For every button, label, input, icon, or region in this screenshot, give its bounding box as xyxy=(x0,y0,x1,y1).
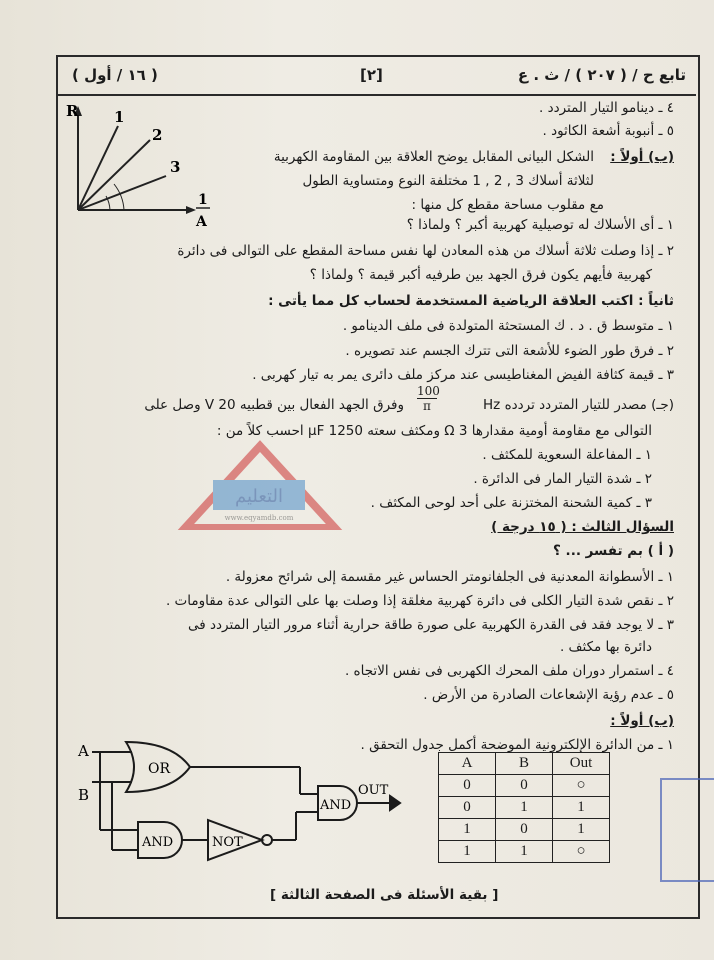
section-second: ثانياً : اكتب العلاقة الرياضية المستخدمة لحساب كل مما يأتى : xyxy=(268,293,674,309)
graph-x-label-num: 1 xyxy=(198,192,208,208)
section-a-label: ( أ ) بم تفسر ... ؟ xyxy=(553,543,674,559)
input-b-label: B xyxy=(78,786,90,804)
frequency-numerator: 100 xyxy=(417,384,440,398)
item-c5: ٣ ـ كمية الشحنة المختزنة على أحد لوحى المكثف . xyxy=(370,495,652,511)
frequency-denominator: π xyxy=(423,399,431,413)
graph-y-label: R xyxy=(66,102,79,120)
table-row xyxy=(439,775,610,797)
watermark-text: التعليم xyxy=(235,486,283,507)
table-cell: 1 xyxy=(439,819,496,841)
item-l1: ٤ ـ دينامو التيار المتردد . xyxy=(539,100,674,116)
item-s1: ١ ـ متوسط ق . د . ك المستحثة المتولدة فى ملف الدينامو . xyxy=(342,318,674,334)
table-cell: 1 xyxy=(439,841,496,863)
item-q2b: كهربية فأيهم يكون فرق الجهد بين طرفيه أكبر قيمة ؟ ولماذا ؟ xyxy=(309,267,652,283)
truth-header-b: B xyxy=(496,753,553,775)
table-cell: 0 xyxy=(439,797,496,819)
table-cell: ○ xyxy=(553,841,610,863)
table-row xyxy=(439,819,610,841)
page-header xyxy=(60,60,692,92)
input-a-label: A xyxy=(78,742,89,760)
graph-x-label-den: A xyxy=(196,214,207,230)
item-b1: الشكل البيانى المقابل يوضح العلاقة بين المقاومة الكهربية xyxy=(273,149,594,165)
item-b2: لثلاثة أسلاك 3 , 2 , 1 مختلفة النوع ومتساوية الطول xyxy=(302,173,594,189)
and-gate-1-label: AND xyxy=(142,835,174,850)
item-a4: ٤ ـ استمرار دوران ملف المحرك الكهربى فى نفس الاتجاه . xyxy=(344,663,674,679)
blue-stamp xyxy=(660,778,714,882)
logic-circuit xyxy=(72,730,412,880)
table-cell: 0 xyxy=(439,775,496,797)
item-c4: ٢ ـ شدة التيار المار فى الدائرة . xyxy=(473,471,652,487)
table-cell: ○ xyxy=(553,775,610,797)
header-divider xyxy=(56,94,696,96)
question-three-title: السؤال الثالث : ( ١٥ درجة ) xyxy=(491,519,674,535)
or-gate-label: OR xyxy=(148,761,171,777)
graph-line-2-label: 2 xyxy=(152,126,163,144)
item-a5: ٥ ـ عدم رؤية الإشعاعات الصادرة من الأرض . xyxy=(423,687,674,703)
section-bb-label: (ب) أولاً : xyxy=(610,713,674,729)
item-c1b: وفرق الجهد الفعال بين قطبيه V 20 وصل على xyxy=(144,397,404,413)
not-gate-label: NOT xyxy=(212,835,243,850)
item-l2: ٥ ـ أنبوبة أشعة الكاثود . xyxy=(542,123,674,139)
section-b-label: (ب) أولاً : xyxy=(610,149,674,165)
item-s2: ٢ ـ فرق طور الضوء للأشعة التى تترك الجسم عند تصويره . xyxy=(345,343,674,359)
item-c1: (جـ) مصدر للتيار المتردد تردده Hz xyxy=(483,397,674,413)
item-a3: ٣ ـ لا يوجد فقد فى القدرة الكهربية على صورة طاقة حرارية أثناء مرور التيار المتردد فى xyxy=(188,617,674,633)
table-cell: 1 xyxy=(553,819,610,841)
graph-line-1-label: 1 xyxy=(114,108,125,126)
table-cell: 1 xyxy=(553,797,610,819)
item-bb1: ١ ـ من الدائرة الإلكترونية الموضحة أكمل جدول التحقق . xyxy=(360,737,674,753)
table-cell: 1 xyxy=(496,797,553,819)
table-cell: 0 xyxy=(496,819,553,841)
header-page-number: [٢] xyxy=(360,66,383,84)
graph-line-2 xyxy=(78,140,150,210)
graph-line-3-label: 3 xyxy=(170,158,181,176)
footer-note: [ بقية الأسئلة فى الصفحة الثالثة ] xyxy=(270,887,499,903)
header-continued: تابع ح / ( ٢٠٧ ) / ث . ع xyxy=(517,66,686,84)
truth-table-header xyxy=(439,753,610,775)
truth-table xyxy=(438,752,610,863)
item-q2a: ٢ ـ إذا وصلت ثلاثة أسلاك من هذه المعادن لها نفس مساحة المقطع على التوالى فى دائرة xyxy=(177,243,674,259)
item-c2: التوالى مع مقاومة أومية مقدارها Ω 3 ومكثف سعته μF 1250 احسب كلاً من : xyxy=(216,423,652,439)
table-cell: 0 xyxy=(496,775,553,797)
resistance-graph xyxy=(62,100,212,230)
watermark xyxy=(175,440,345,530)
item-a2: ٢ ـ نقص شدة التيار الكلى فى دائرة كهربية مغلقة إذا وصلت بها على التوالى عدة مقاومات . xyxy=(165,593,674,609)
table-row xyxy=(439,841,610,863)
item-a1: ١ ـ الأسطوانة المعدنية فى الجلفانومتر الحساس غير مقسمة إلى شرائح معزولة . xyxy=(225,569,674,585)
table-cell: 1 xyxy=(496,841,553,863)
and-gate-out-label: AND xyxy=(320,798,352,813)
watermark-sub: www.eqyamdb.com xyxy=(224,514,294,522)
truth-header-a: A xyxy=(439,753,496,775)
item-q1: ١ ـ أى الأسلاك له توصيلية كهربية أكبر ؟ ولماذا ؟ xyxy=(406,217,674,233)
output-label: OUT xyxy=(358,783,389,798)
table-row xyxy=(439,797,610,819)
frequency-fraction xyxy=(417,384,440,413)
item-c3: ١ ـ المفاعلة السعوية للمكثف . xyxy=(482,447,652,463)
item-a3b: دائرة بها مكثف . xyxy=(559,639,652,655)
item-b3: مع مقلوب مساحة مقطع كل منها : xyxy=(411,197,604,213)
item-s3: ٣ ـ قيمة كثافة الفيض المغناطيسى عند مركز ملف دائرى يمر به تيار كهربى . xyxy=(252,367,674,383)
truth-header-out: Out xyxy=(553,753,610,775)
header-code: ( ١٦ / أول ) xyxy=(72,66,158,84)
